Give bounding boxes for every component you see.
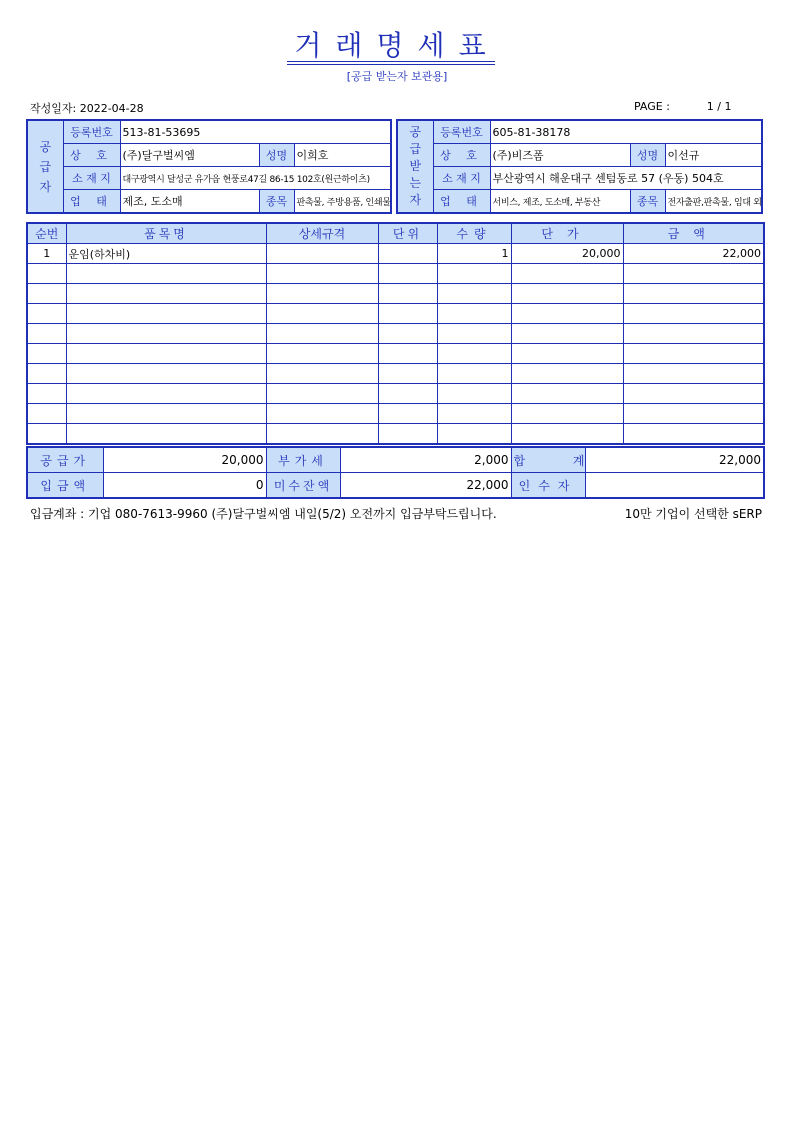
document-subtitle: [공급 받는자 보관용] xyxy=(346,70,448,83)
receiver-address: 부산광역시 해운대구 센텀동로 57 (우동) 504호 xyxy=(490,167,762,190)
receiver-item-label: 종목 xyxy=(630,190,665,214)
table-row xyxy=(27,424,764,445)
receiver-reg-no: 605-81-38178 xyxy=(490,120,762,144)
table-row xyxy=(27,304,764,324)
vat-label: 부가세 xyxy=(266,447,340,473)
table-row xyxy=(27,404,764,424)
page-label: PAGE : xyxy=(634,100,670,113)
document-title: 거래명세표 xyxy=(294,29,500,62)
issue-date-label: 작성일자: xyxy=(30,102,77,115)
supply-label: 공급가 xyxy=(27,447,103,473)
supply-amount: 20,000 xyxy=(103,447,266,473)
title-underline xyxy=(287,61,495,62)
receiver-sign xyxy=(585,473,764,499)
issue-date xyxy=(30,100,144,116)
receiver-box xyxy=(396,119,763,214)
row-spec xyxy=(266,244,378,264)
supplier-address: 대구광역시 달성군 유가읍 현풍로47길 86-15 102호(원근하이츠) xyxy=(120,167,391,190)
unpaid-label: 미수잔액 xyxy=(266,473,340,499)
table-row xyxy=(27,384,764,404)
row-qty: 1 xyxy=(437,244,511,264)
supplier-biz-item: 판촉물, 주방용품, 인쇄물 xyxy=(294,190,391,214)
supplier-box xyxy=(26,119,392,214)
sum-amount: 22,000 xyxy=(585,447,764,473)
title-underline-2 xyxy=(287,64,495,65)
supplier-reg-no: 513-81-53695 xyxy=(120,120,391,144)
table-row xyxy=(27,364,764,384)
col-header-spec: 상세규격 xyxy=(266,223,378,244)
supplier-name-label: 상 호 xyxy=(63,144,120,167)
row-amount: 22,000 xyxy=(623,244,764,264)
issue-date-value: 2022-04-28 xyxy=(79,102,144,115)
table-row xyxy=(27,344,764,364)
receiver-biz-label: 업 태 xyxy=(433,190,490,214)
receiver-name: (주)비즈폼 xyxy=(490,144,630,167)
row-item-name: 운임(하차비) xyxy=(66,244,266,264)
items-header-row xyxy=(27,223,764,244)
supplier-reg-label: 등록번호 xyxy=(63,120,120,144)
payment-note: 입금계좌 : 기업 080-7613-9960 (주)달구벌씨엠 내일(5/2) 오전까지 입금부탁드립니다. xyxy=(30,507,497,521)
supplier-addr-label: 소 재 지 xyxy=(63,167,120,190)
receiver-biz-type: 서비스, 제조, 도소매, 부동산 xyxy=(490,190,630,214)
paid-label: 입금액 xyxy=(27,473,103,499)
table-row xyxy=(27,284,764,304)
receiver-sign-label: 인수자 xyxy=(511,473,585,499)
receiver-addr-label: 소 재 지 xyxy=(433,167,490,190)
col-header-price: 단가 xyxy=(511,223,623,244)
supplier-rep-label: 성명 xyxy=(259,144,294,167)
table-row xyxy=(27,244,764,264)
items-table xyxy=(26,222,765,445)
receiver-biz-item: 전자출판,판촉물, 임대 외 xyxy=(665,190,762,214)
col-header-unit: 단위 xyxy=(378,223,437,244)
supplier-name: (주)달구벌씨엠 xyxy=(120,144,259,167)
brand-note: 10만 기업이 선택한 sERP xyxy=(624,507,762,521)
receiver-side-label: 공 급 받 는 자 xyxy=(397,120,433,213)
table-row xyxy=(27,324,764,344)
receiver-reg-label: 등록번호 xyxy=(433,120,490,144)
page-value: 1 / 1 xyxy=(706,100,732,113)
row-price: 20,000 xyxy=(511,244,623,264)
supplier-rep: 이희호 xyxy=(294,144,391,167)
sum-label: 합 계 xyxy=(511,447,585,473)
table-row xyxy=(27,264,764,284)
receiver-rep-label: 성명 xyxy=(630,144,665,167)
supplier-side-label: 공 급 자 xyxy=(27,120,63,213)
supplier-biz-type: 제조, 도소매 xyxy=(120,190,259,214)
unpaid-amount: 22,000 xyxy=(340,473,511,499)
paid-amount: 0 xyxy=(103,473,266,499)
col-header-qty: 수량 xyxy=(437,223,511,244)
col-header-name: 품목명 xyxy=(66,223,266,244)
supplier-biz-label: 업 태 xyxy=(63,190,120,214)
row-no: 1 xyxy=(27,244,66,264)
receiver-rep: 이선규 xyxy=(665,144,762,167)
totals-table xyxy=(26,446,765,499)
col-header-amount: 금액 xyxy=(623,223,764,244)
page-indicator xyxy=(634,100,731,113)
receiver-name-label: 상 호 xyxy=(433,144,490,167)
supplier-item-label: 종목 xyxy=(259,190,294,214)
vat-amount: 2,000 xyxy=(340,447,511,473)
row-unit xyxy=(378,244,437,264)
col-header-no: 순번 xyxy=(27,223,66,244)
